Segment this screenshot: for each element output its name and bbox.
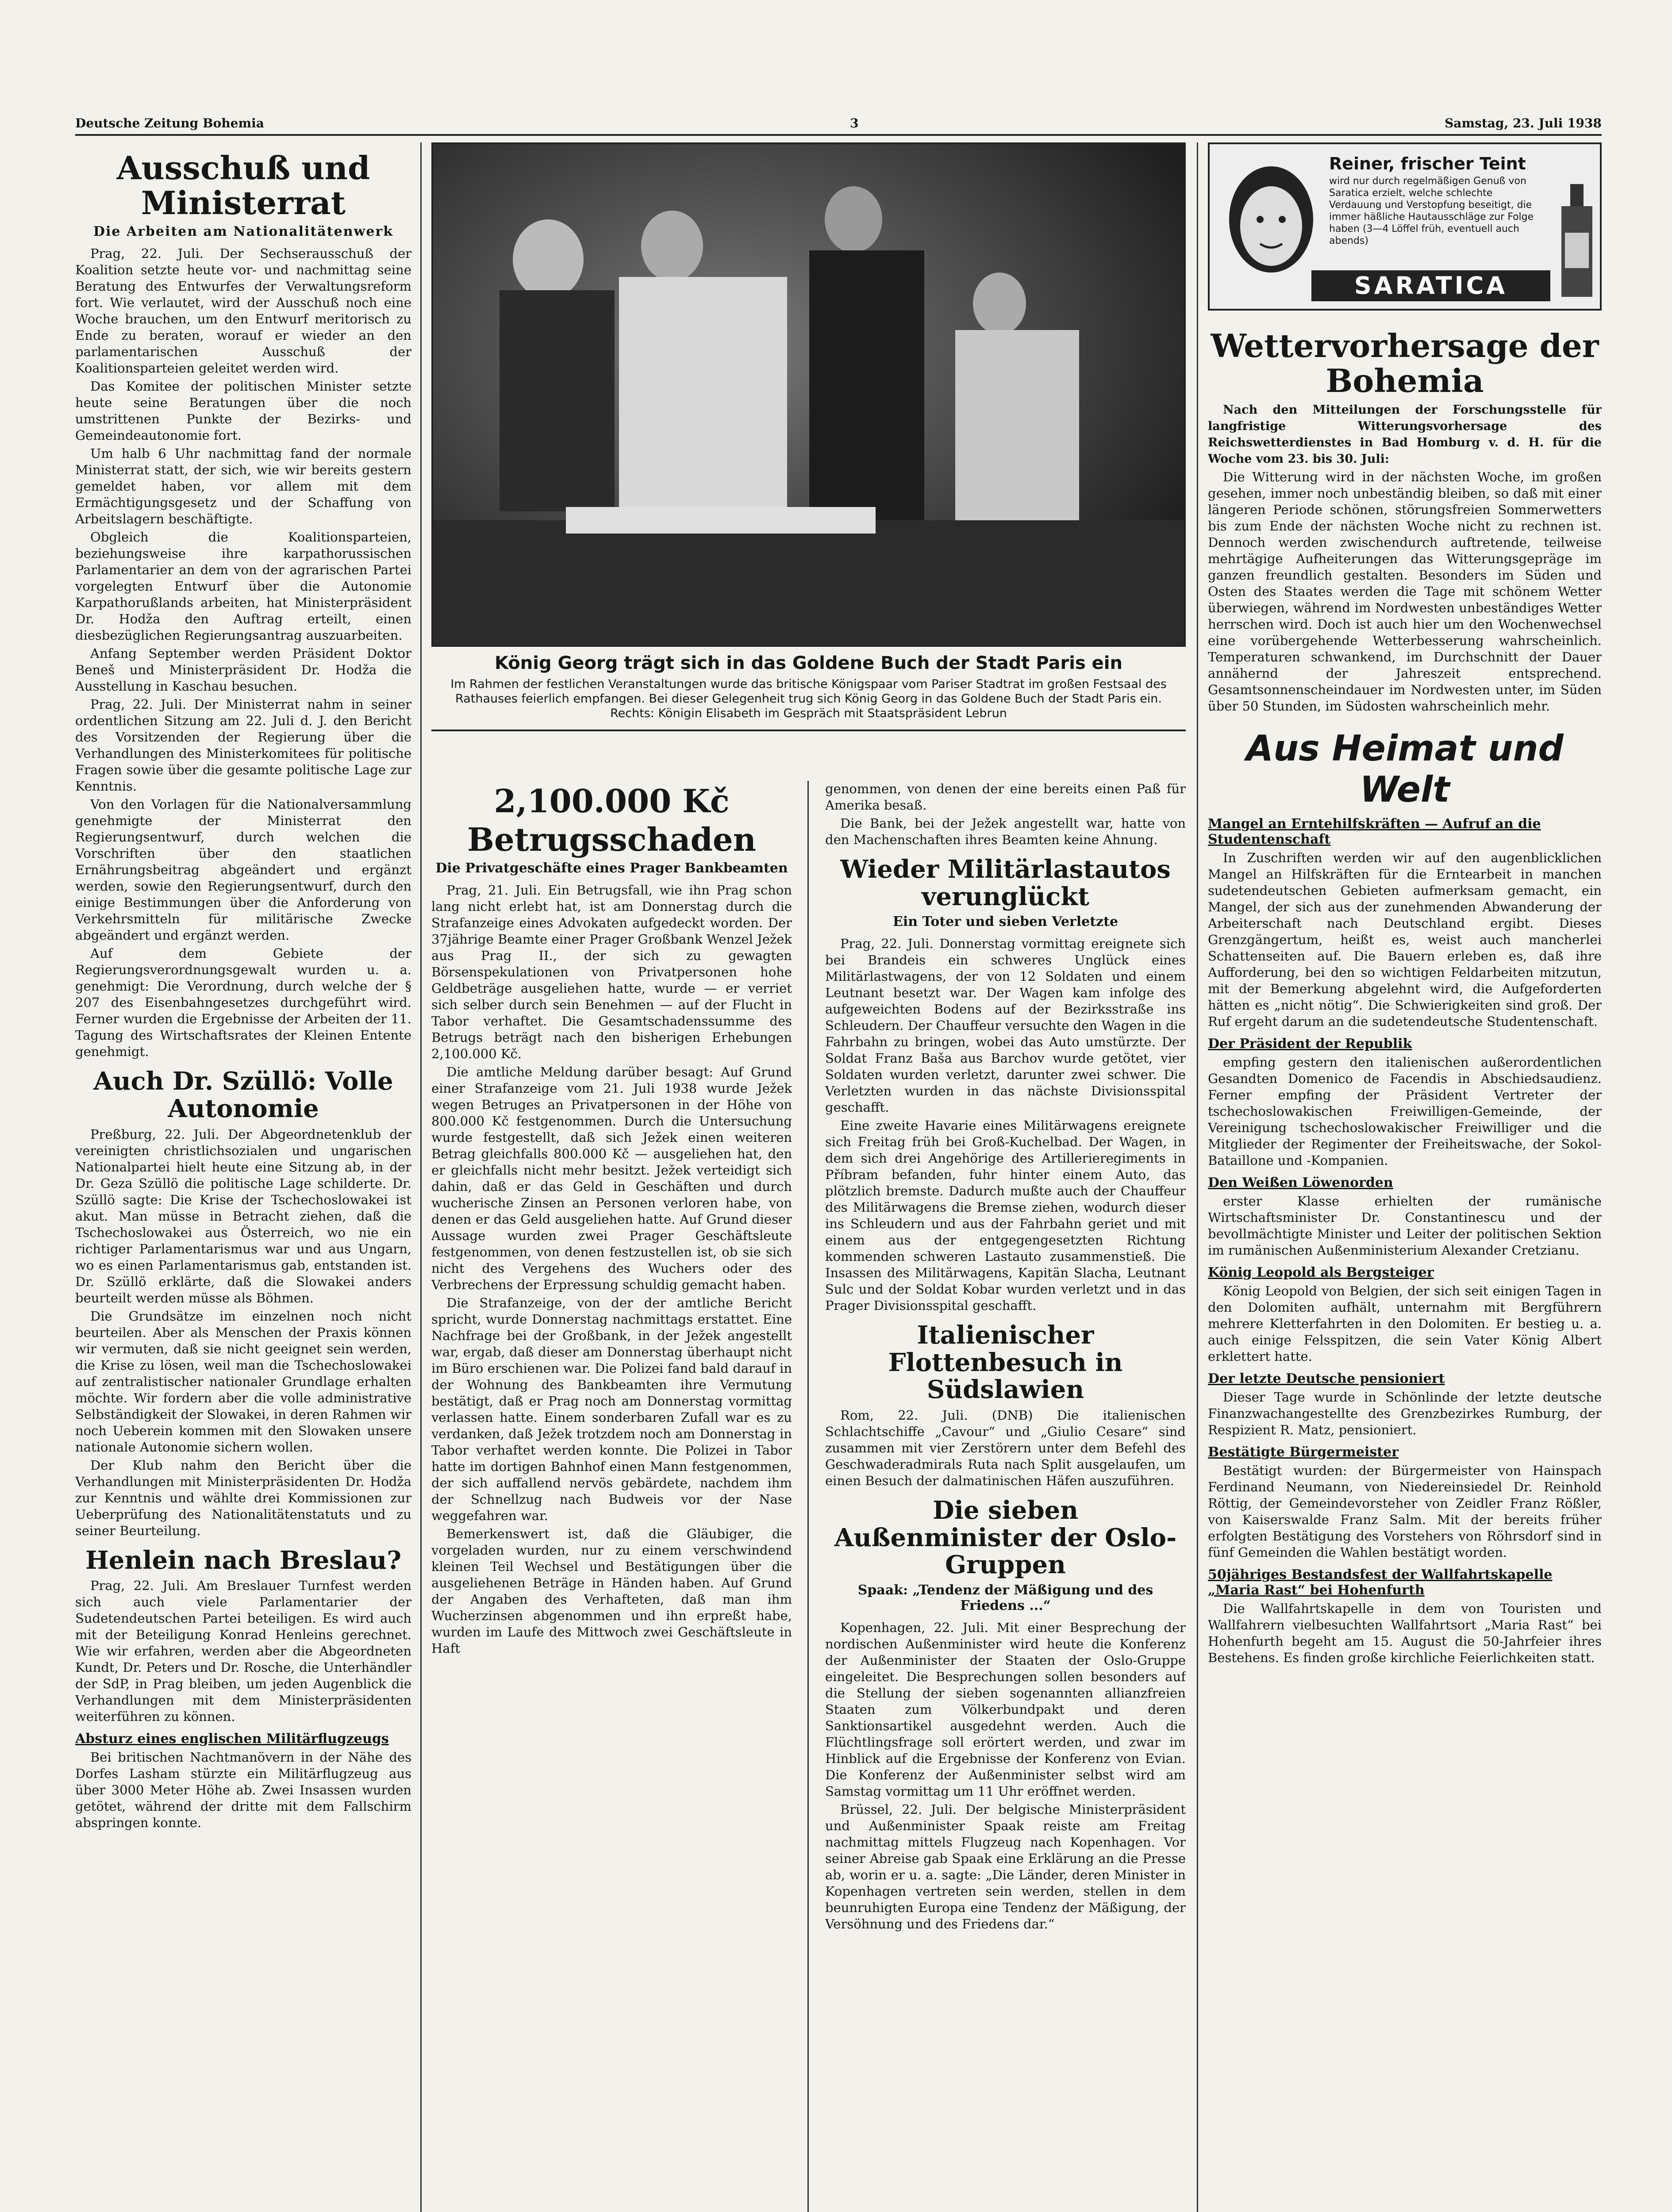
subhead-absturz: Absturz eines englischen Militärflugzeugs [75, 1731, 389, 1747]
weather-source: Nach den Mitteilungen der Forschungsstelle für langfristige Witterungsvorhersage des Reichswetterdienstes in Bad Homburg v. d. H. für die Woche vom 23. bis 30. Juli: [1208, 403, 1602, 466]
article-paragraph: Dieser Tage wurde in Schönlinde der letzte deutsche Finanzwachangestellte des Grenzbezirkes Rumburg, der Respizient R. Matz, pensioniert. [1208, 1390, 1602, 1438]
weather-forecast: Die Witterung wird in der nächsten Woche, im großen gesehen, immer noch unbeständig bleiben, so daß mit einer längeren Periode schönen, störungsfreien Sommerwetters bis zum Ende der nächsten Woche nicht zu rechnen ist. Dennoch werden zwischendurch auftretende, teilweise mehrtägige Aufheiterungen das Witterungsgepräge im ganzen freundlich gestalten. Besonders im Süden und Osten des Staates werden die Tage mit schönem Wetter überwiegen, während im Nordwesten unbeständiges Wetter herrschen wird. Doch ist auch hier um den Wochenwechsel eine vorübergehende Wetterbesserung wahrscheinlich. Temperaturen schwankend, im Durchschnitt der Dauer annähernd der Jahreszeit entsprechend. Gesamtsonnenscheindauer im Nordwesten unter, im Süden über 50 Stunden, im Südosten wahrscheinlich mehr. [1208, 469, 1602, 714]
subhead: 50jähriges Bestandsfest der Wallfahrtskapelle „Maria Rast“ bei Hohenfurth [1208, 1567, 1553, 1598]
subhead: Den Weißen Löwenorden [1208, 1175, 1393, 1191]
subhead: Mangel an Erntehilfskräften — Aufruf an die Studentenschaft [1208, 816, 1541, 848]
photo-king-george [431, 142, 1186, 647]
article-paragraph: Auf dem Gebiete der Regierungsverordnungsgewalt wurden u. a. genehmigt: Die Verordnung, durch welche der § 207 des Eisenbahngesetzes durchgeführt wird. Ferner wurden die Ergebnisse der Arbeiten der 11. Tagung des Wirtschaftsrates der Kleinen Entente genehmigt. [75, 946, 411, 1060]
photo-block [431, 142, 1186, 731]
divider [431, 730, 1186, 731]
masthead-date: Samstag, 23. Juli 1938 [1445, 116, 1602, 131]
column-center-left [431, 781, 792, 2212]
article-paragraph: Rom, 22. Juli. (DNB) Die italienischen Schlachtschiffe „Cavour“ und „Giulio Cesare“ sind zusammen mit vier Zerstörern unter dem Befehl des Geschwaderadmirals Ruta nach Split ausgelaufen, um einen Besuch der dalmatinischen Häfen auszuführen. [825, 1407, 1186, 1488]
article-paragraph: Prag, 22. Juli. Der Ministerrat nahm in seiner ordentlichen Sitzung am 22. Juli d. J. den Bericht des Vorsitzenden der Regierung über die Verhandlungen des Ministerkomitees für politische Fragen sowie über die gesamte politische Lage zur Kenntnis. [75, 697, 411, 794]
article-paragraph: Bestätigt wurden: der Bürgermeister von Hainspach Ferdinand Neumann, von Niedereinsiedel Dr. Reinhold Röttig, der Gemeindevorsteher von Zeidler Franz Rößler, von Kaiserswalde Franz Salm. Mit der bereits früher erfolgten Bestätigung des Vorstehers von Röhrsdorf sind in fünf Gemeinden die Wahlen bestätigt worden. [1208, 1463, 1602, 1560]
headline-ausschuss: Ausschuß und Ministerrat [116, 149, 370, 222]
article-paragraph: empfing gestern den italienischen außerordentlichen Gesandten Domenico de Facendis in Abschiedsaudienz. Ferner empfing der Präsident Vertreter der tschechoslowakischen Freiwilligen-Gemeinde, der Vereinigung tschechoslowakischer Freiwilliger und die Mitglieder der Regimenter der Freiheitswache, der Sokol-Bataillone und -Kompanien. [1208, 1055, 1602, 1168]
article-paragraph: Kopenhagen, 22. Juli. Mit einer Besprechung der nordischen Außenminister wird heute die Konferenz der Außenminister der Staaten der Oslo-Gruppe eingeleitet. Die Besprechungen sollen besonders auf die Stellung der sieben sogenannten allianzfreien Staaten zum Völkerbundpakt und deren Sanktionsartikel ausgedehnt werden. Auch die Flüchtlingsfrage soll erörtert werden, und zwar im Hinblick auf die Ergebnisse der Konferenz von Evian. Die Konferenz der Außenminister selbst wird am Samstag vormittag um 11 Uhr eröffnet werden. [825, 1620, 1186, 1799]
article-paragraph: Preßburg, 22. Juli. Der Abgeordnetenklub der vereinigten christlichsozialen und ungarischen Nationalpartei hielt heute eine Sitzung ab, in der Dr. Geza Szüllö die politische Lage schilderte. Dr. Szüllö sagte: Die Krise der Tschechoslowakei ist akut. Man müsse in Betracht ziehen, daß die Tschechoslowakei aus Österreich, wo nie ein richtiger Parlamentarismus war und aus Ungarn, wo es einen Parlamentarismus gab, entstanden ist. Dr. Szüllö erklärte, daß die Slowakei anders beurteilt werden müsse als Böhmen. [75, 1126, 411, 1306]
article-paragraph: Von den Vorlagen für die Nationalversammlung genehmigte der Ministerrat den Regierungsentwurf, durch welchen die Vorschriften über den staatlichen Ernährungsbeitrag abgeändert und ergänzt werden, sowie den Regierungsentwurf, durch den einige Bestimmungen über die Anforderung von Verkehrsmitteln für militärische Zwecke abgeändert und ergänzt werden. [75, 797, 411, 943]
headline-henlein: Henlein nach Breslau? [85, 1545, 402, 1575]
article-paragraph: In Zuschriften werden wir auf den augenblicklichen Mangel an Hilfskräften für die Erntearbeit in manchen sudetendeutschen Gebieten aufmerksam gemacht, ein Mangel, der sich aus der zunehmenden Abwanderung der Arbeiterschaft nach Deutschland ergibt. Dieses Grenzgängertum, heißt es, weist auch mancherlei Schattenseiten auf. Die Bauern erleben es, daß ihre Aufforderung, bei den so wichtigen Feldarbeiten mitzutun, mit der Bemerkung abgelehnt wird, die Aufgeforderten hätten es „nicht nötig“. Die Schwierigkeiten sind groß. Der Ruf ergeht darum an die sudetendeutsche Studentenschaft. [1208, 850, 1602, 1029]
center-columns [431, 781, 1186, 2212]
article-paragraph: Die Grundsätze im einzelnen noch nicht beurteilen. Aber als Menschen der Praxis können wir vermuten, daß sie nicht geeignet sein werden, die Krise zu lösen, weil man die Tschechoslowakei auf zentralistischer nationaler Grundlage erhalten möchte. Wir fordern aber die volle administrative Selbständigkeit der Slowakei, in deren Rahmen wir noch Ueberein kommen mit den Slowaken unsere nationale Autonomie sichern wollen. [75, 1308, 411, 1455]
article-paragraph: Die Wallfahrtskapelle in dem von Touristen und Wallfahrern vielbesuchten Wallfahrtsort „Maria Rast“ bei Hohenfurth begeht am 15. August die 50-Jahrfeier ihres Bestehens. Es finden große kirchliche Feierlichkeiten statt. [1208, 1601, 1602, 1666]
photo-caption: Im Rahmen der festlichen Veranstaltungen wurde das britische Königspaar vom Pariser Stadtrat im großen Festsaal des Rathauses feierlich empfangen. Bei dieser Gelegenheit trug sich König Georg in das Goldene Buch der Stadt Paris ein. Rechts: Königin Elisabeth im Gespräch mit Staatspräsident Lebrun [450, 677, 1167, 720]
subheadline-oslo: Spaak: „Tendenz der Mäßigung und des Friedens ...“ [857, 1582, 1153, 1613]
column-center-right [825, 781, 1186, 2212]
column-rule [1197, 142, 1198, 2212]
masthead-paper-name: Deutsche Zeitung Bohemia [75, 116, 264, 131]
article-paragraph: Prag, 22. Juli. Donnerstag vormittag ereignete sich bei Brandeis ein schweres Unglück eines Militärlastwagens, der von 12 Soldaten und einem Leutnant besetzt war. Der Wagen kam infolge des aufgeweichten Bodens auf der Bezirksstraße ins Schleudern. Der Chauffeur versuchte den Wagen in die Fahrbahn zu bringen, wobei das Auto umstürzte. Der Soldat Franz Baša aus Barchov wurde getötet, vier Soldaten wurden verletzt, darunter zwei schwer. Die Verletzten wurden in das nächste Divisionsspital geschafft. [825, 936, 1186, 1115]
article-paragraph: Die amtliche Meldung darüber besagt: Auf Grund einer Strafanzeige vom 21. Juli 1938 wurde Ježek wegen Betruges an Privatpersonen in der Höhe von 800.000 Kč festgenommen. Durch die Untersuchung wurde festgestellt, daß sich Ježek einen weiteren Betrag gleichfalls 800.000 Kč — ausgeliehen hat, den er gleichfalls nicht mehr besitzt. Ježek verteidigt sich dahin, daß er das Geld in Geschäften und durch wucherische Zinsen an Personen verloren habe, von denen er das Geld ausgeliehen hatte. Auf Grund dieser Aussage wurden zwei Prager Geschäftsleute festgenommen, von denen festzustellen ist, ob sie sich nicht des Vergehens des Wuchers oder des Verbrechens der Erpressung schuldig gemacht haben. [431, 1064, 792, 1293]
article-paragraph: Prag, 21. Juli. Ein Betrugsfall, wie ihn Prag schon lang nicht erlebt hat, ist am Donnerstag durch die Strafanzeige eines Advokaten aufgedeckt worden. Der 37jährige Beamte einer Prager Großbank Wenzel Ježek aus Prag II., der sich zu gewagten Börsenspekulationen von Privatpersonen hohe Geldbeträge ausgeliehen hatte, wurde — er verriet sich selber durch sein Benehmen — auf der Flucht in Tabor verhaftet. Die Gesamtschadenssumme des Betrugs beträgt nach den bisherigen Erhebungen 2,100.000 Kč. [431, 883, 792, 1062]
article-paragraph: erster Klasse erhielten der rumänische Wirtschaftsminister Dr. Constantinescu und der bevollmächtigte Minister und Leiter der politischen Sektion im rumänischen Außenministerium Alexander Cretzianu. [1208, 1194, 1602, 1258]
headline-militaer: Wieder Militärlastautos verunglückt [840, 855, 1171, 911]
article-paragraph: Das Komitee der politischen Minister setzte heute seine Beratungen über die noch umstrittenen Punkte der Bezirks- und Gemeindeautonomie fort. [75, 379, 411, 443]
article-paragraph: Um halb 6 Uhr nachmittag fand der normale Ministerrat statt, der sich, wie wir bereits gestern gemeldet haben, vor allem mit dem Ermächtigungsgesetz und der Schaffung von Arbeitslagern beschäftigte. [75, 446, 411, 527]
subhead: König Leopold als Bergsteiger [1208, 1265, 1434, 1281]
ad-headline: Reiner, frischer Teint [1329, 154, 1526, 173]
article-paragraph: Obgleich die Koalitionsparteien, beziehungsweise ihre karpathorussischen Parlamentarier an dem von der agrarischen Partei vorgelegten Entwurf über die Autonomie Karpathorußlands arbeiten, hat Ministerpräsident Dr. Hodža den Auftrag erteilt, einen diesbezüglichen Regierungsantrag auszuarbeiten. [75, 530, 411, 643]
article-paragraph: Bemerkenswert ist, daß die Gläubiger, die vorgeladen wurden, nur zu einem verschwindend kleinen Teil Wechsel und Bestätigungen über die ausgeliehenen Beträge in Händen haben. Auf Grund der Angaben des Verhafteten, daß man ihm Wucherzinsen abgenommen und ihn erpreßt habe, wurden im Laufe des Mittwoch zwei Geschäftsleute in Haft [431, 1526, 792, 1656]
saratica-advertisement [1208, 142, 1602, 311]
article-paragraph: Anfang September werden Präsident Doktor Beneš und Ministerpräsident Dr. Hodža die Ausstellung in Kaschau besuchen. [75, 646, 411, 694]
column-right [1208, 142, 1602, 2212]
article-paragraph: Die Bank, bei der Ježek angestellt war, hatte von den Machenschaften ihres Beamten keine Ahnung. [825, 816, 1186, 847]
ad-body: wird nur durch regelmäßigen Genuß von Saratica erzielt, welche schlechte Verdauung und Verstopfung beseitigt, die immer häßliche Hautausschläge zur Folge haben (3—4 Löffel früh, eventuell auch abends) [1329, 176, 1534, 246]
masthead-page-number: 3 [850, 116, 859, 131]
bottle-icon [1557, 184, 1597, 299]
article-paragraph: genommen, von denen der eine bereits einen Paß für Amerika besaß. [825, 781, 1186, 813]
headline-szuello: Auch Dr. Szüllö: Volle Autonomie [93, 1067, 393, 1123]
headline-oslo: Die sieben Außenminister der Oslo-Gruppen [834, 1495, 1177, 1580]
subhead: Der letzte Deutsche pensioniert [1208, 1371, 1445, 1387]
headline-betrug: Betrugsschaden [467, 821, 756, 859]
subheadline-militaer: Ein Toter und sieben Verletzte [892, 914, 1119, 930]
subhead: Der Präsident der Republik [1208, 1036, 1412, 1052]
article-paragraph: Der Klub nahm den Bericht über die Verhandlungen mit Ministerpräsidenten Dr. Hodža zur Kenntnis und wählte drei Kommissionen zur Ueberprüfung des Nationalitätenstatuts und zu seiner Beurteilung. [75, 1457, 411, 1538]
woman-portrait-illustration [1216, 153, 1326, 299]
headline-wetter: Wettervorhersage der Bohemia [1211, 327, 1599, 400]
column-rule [807, 781, 809, 2212]
subhead: Bestätigte Bürgermeister [1208, 1444, 1399, 1460]
column-left [75, 142, 411, 2212]
photo-title: König Georg trägt sich in das Goldene Buch der Stadt Paris ein [494, 653, 1122, 673]
section-heading-heimat: Aus Heimat und Welt [1246, 728, 1564, 810]
article-paragraph: Prag, 22. Juli. Am Breslauer Turnfest werden sich auch viele Parlamentarier der Sudetendeutschen Partei beteiligen. Es wird auch mit der Beteiligung Konrad Henleins gerechnet. Wie wir erfahren, werden aber die Abgeordneten Kundt, Dr. Peters und Dr. Rosche, die Unterhändler der SdP, in Prag bleiben, um jeden Augenblick die Verhandlungen mit dem Ministerpräsidenten weiterführen zu können. [75, 1578, 411, 1724]
photo-illustration [433, 144, 1184, 645]
subheadline-betrug: Die Privatgeschäfte eines Prager Bankbeamten [435, 860, 788, 876]
headline-flottenbesuch: Italienischer Flottenbesuch in Südslawien [888, 1321, 1123, 1405]
column-rule [420, 142, 422, 2212]
ad-brand-name: SARATICA [1311, 270, 1550, 301]
article-paragraph: Bei britischen Nachtmanövern in der Nähe des Dorfes Lasham stürzte ein Militärflugzeug aus über 3000 Meter Höhe ab. Zwei Insassen wurden getötet, während der dritte mit dem Fallschirm abspringen konnte. [75, 1750, 411, 1831]
article-paragraph: Die Strafanzeige, von der der amtliche Bericht spricht, wurde Donnerstag nachmittags erstattet. Eine Nachfrage bei der Großbank, in der Ježek angestellt war, ergab, daß dieser am Donnerstag überhaupt nicht im Büro erschienen war. Die Polizei fand bald darauf in der Wohnung des Bankbeamten ihre Vermutung bestätigt, daß er Prag noch am Donnerstag vormittag verlassen hatte. Einem sonderbaren Zufall war es zu verdanken, daß Ježek trotzdem noch am Donnerstag in Tabor verhaftet werden konnte. Die Polizei in Tabor hatte im dortigen Bahnhof einen Mann festgenommen, der sich auffallend nervös gebärdete, nachdem ihm der Schnellzug nach Budweis vor der Nase weggefahren war. [431, 1295, 792, 1524]
article-paragraph: Brüssel, 22. Juli. Der belgische Ministerpräsident und Außenminister Spaak reiste am Freitag nachmittag mittels Flugzeug nach Kopenhagen. Vor seiner Abreise gab Spaak eine Erklärung an die Presse ab, worin er u. a. sagte: „Die Länder, deren Minister in Kopenhagen vertreten sein werden, stellen in dem beunruhigten Europa eine Tendenz der Mäßigung, der Versöhnung und des Friedens dar.“ [825, 1801, 1186, 1932]
masthead [75, 113, 1602, 136]
article-paragraph: Prag, 22. Juli. Der Sechserausschuß der Koalition setzte heute vor- und nachmittag seine Beratung des Entwurfes der Verwaltungsreform fort. Wie verlautet, wird der Ausschuß noch eine Woche brauchen, um den Entwurf meritorisch zu Ende zu beraten, worauf er wieder an den parlamentarischen Ausschuß der Koalitionsparteien geleitet werden wird. [75, 246, 411, 376]
article-paragraph: Eine zweite Havarie eines Militärwagens ereignete sich Freitag früh bei Groß-Kuchelbad. Der Wagen, in dem sich drei Angehörige des Artillerieregiments in Příbram befanden, fuhr hinter einem Auto, das plötzlich bremste. Dadurch mußte auch der Chauffeur des Militärwagens die Bremse ziehen, wodurch dieser ins Schleudern und aus der Fahrbahn geriet und mit einem aus der entgegengesetzten Richtung kommenden schweren Lastauto zusammenstieß. Die Insassen des Militärwagens, Kapitän Slacha, Leutnant Sulc und der Soldat Kobar wurden verletzt und in das Prager Divisionsspital geschafft. [825, 1118, 1186, 1313]
subheadline-ausschuss: Die Arbeiten am Nationalitätenwerk [93, 224, 394, 240]
headline-amount: 2,100.000 Kč [494, 782, 730, 820]
article-paragraph: König Leopold von Belgien, der sich seit einigen Tagen in den Dolomiten aufhält, unternahm mit Bergführern mehrere Kletterfahrten in den Dolomiten. Er bestieg u. a. auch einige Felsspitzen, die sein Vater König Albert erklettert hatte. [1208, 1283, 1602, 1364]
